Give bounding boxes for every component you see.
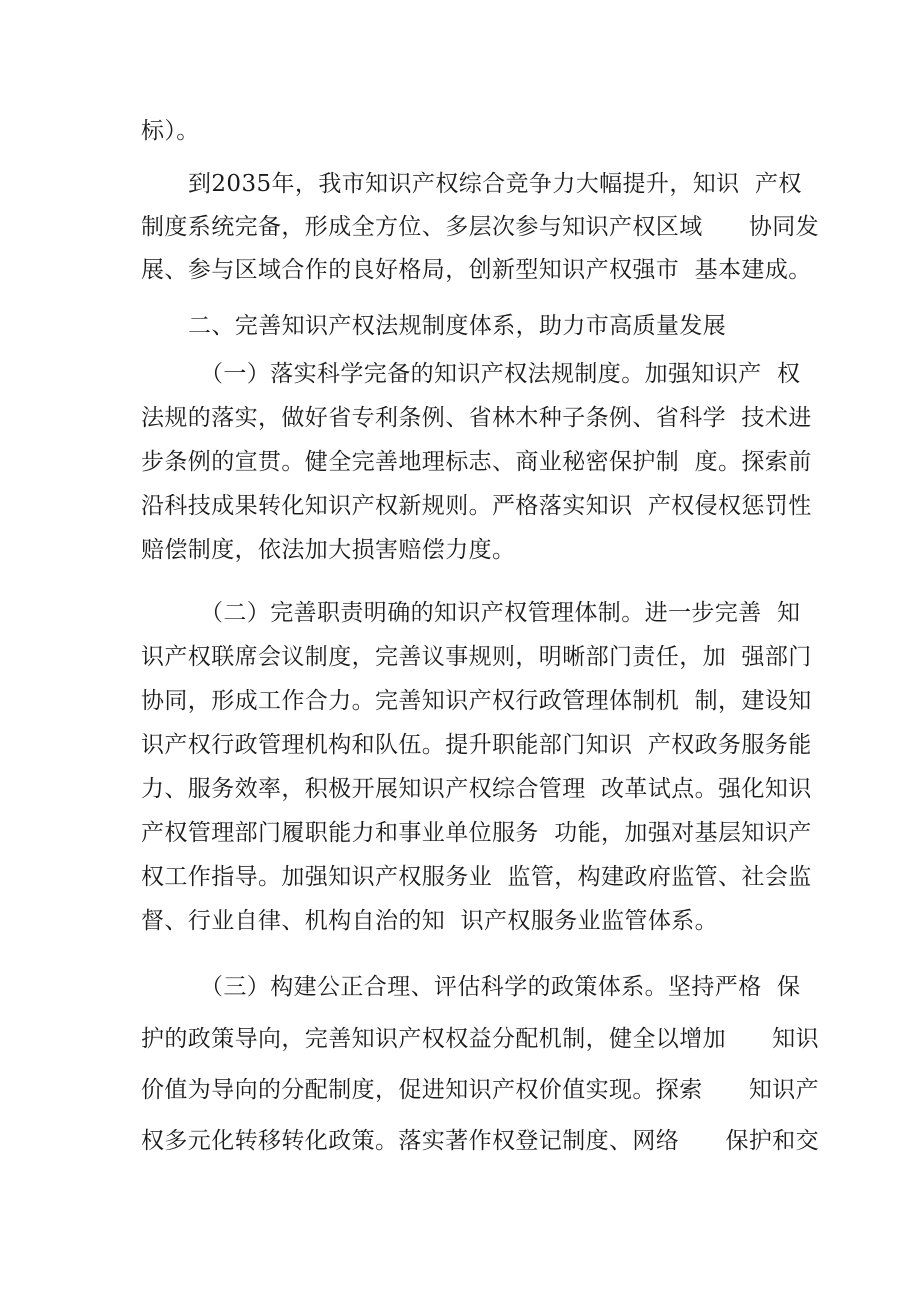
text-line: 步条例的宣贯。健全完善地理标志、商业秘密保护制 度。探索前 xyxy=(141,449,812,475)
paragraph-first-line: （三）构建公正合理、评估科学的政策体系。坚持严格 保 xyxy=(200,974,801,1000)
text-line: 力、服务效率，积极开展知识产权综合管理 改革试点。强化知识 xyxy=(141,776,812,802)
paragraph-first-line: 到2035年，我市知识产权综合竞争力大幅提升，知识 产权 xyxy=(188,171,802,197)
text-line: 识产权联席会议制度，完善议事规则，明晰部门责任，加 强部门 xyxy=(141,644,812,670)
paragraph-first-line: （二）完善职责明确的知识产权管理体制。进一步完善 知 xyxy=(200,600,801,626)
text-line: 标）。 xyxy=(141,118,200,144)
text-line: 协同，形成工作合力。完善知识产权行政管理体制机 制，建设知 xyxy=(141,688,812,714)
text-line: 价值为导向的分配制度，促进知识产权价值实现。探索 知识产 xyxy=(141,1077,820,1103)
text-line: 制度系统完备，形成全方位、多层次参与知识产权区域 协同发 xyxy=(141,214,820,240)
text-line: 督、行业自律、机构自治的知 识产权服务业监管体系。 xyxy=(141,908,719,934)
text-line: 权多元化转移转化政策。落实著作权登记制度、网络 保护和交 xyxy=(141,1128,820,1154)
text-line: 沿科技成果转化知识产权新规则。严格落实知识 产权侵权惩罚性 xyxy=(141,493,812,519)
text-line: 权工作指导。加强知识产权服务业 监管，构建政府监管、社会监 xyxy=(141,864,812,890)
text-line: 法规的落实，做好省专利条例、省林木种子条例、省科学 技术进 xyxy=(141,405,812,431)
text-line: 护的政策导向，完善知识产权权益分配机制，健全以增加 知识 xyxy=(141,1026,820,1052)
paragraph-first-line: （一）落实科学完备的知识产权法规制度。加强知识产 权 xyxy=(200,361,801,387)
text-line: 产权管理部门履职能力和事业单位服务 功能，加强对基层知识产 xyxy=(141,820,812,846)
text-line: 赔偿制度，依法加大损害赔偿力度。 xyxy=(141,537,516,563)
text-line: 识产权行政管理机构和队伍。提升职能部门知识 产权政务服务能 xyxy=(141,732,812,758)
section-heading: 二、完善知识产权法规制度体系，助力市高质量发展 xyxy=(188,313,727,339)
text-line: 展、参与区域合作的良好格局，创新型知识产权强市 基本建成。 xyxy=(141,257,812,283)
